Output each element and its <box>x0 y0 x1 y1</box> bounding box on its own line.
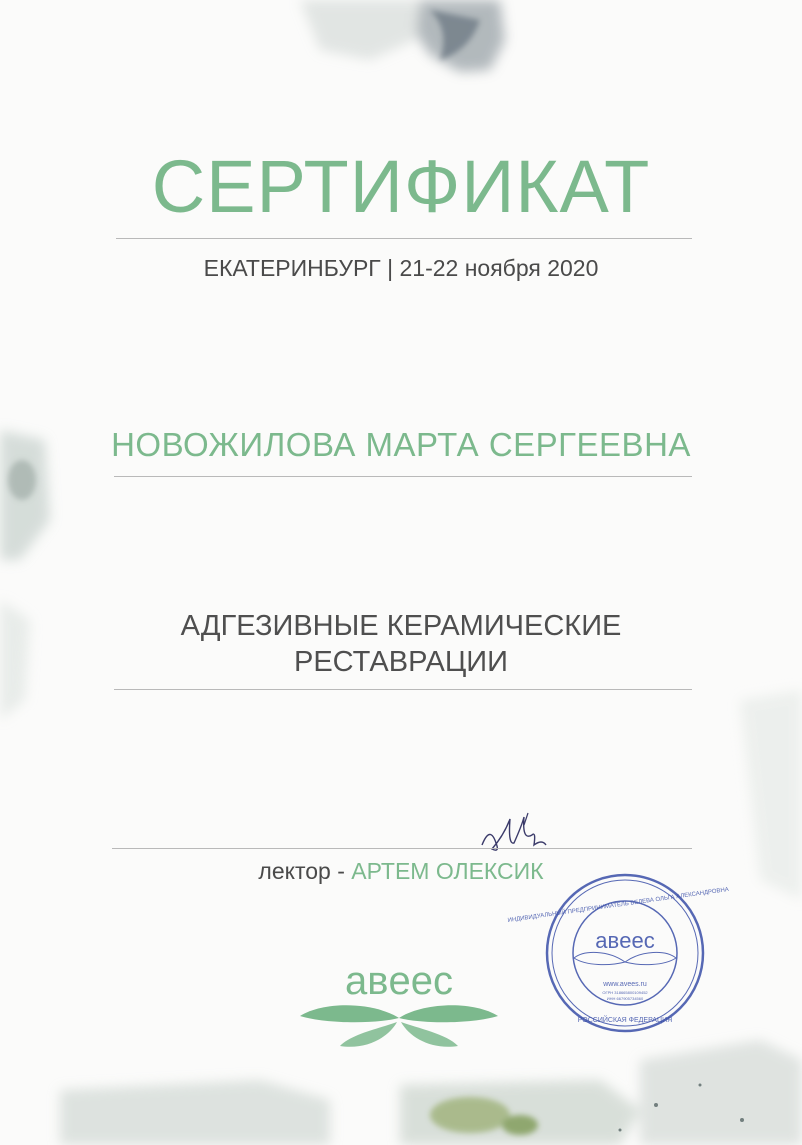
handwritten-signature-icon <box>462 805 572 865</box>
lecturer-name: АРТЕМ ОЛЕКСИК <box>351 858 544 884</box>
svg-text:ИНН 667905734560: ИНН 667905734560 <box>606 996 644 1001</box>
recipient-name: НОВОЖИЛОВА МАРТА СЕРГЕЕВНА <box>111 426 691 463</box>
lecturer-prefix: лектор - <box>258 858 352 884</box>
course-divider <box>114 689 692 690</box>
course-title <box>0 608 802 680</box>
city-date-line: ЕКАТЕРИНБУРГ | 21-22 ноября 2020 <box>203 255 599 281</box>
recipient-divider <box>114 476 692 477</box>
stamp-ring-bottom: РОССИЙСКАЯ ФЕДЕРАЦИЯ <box>577 1017 673 1024</box>
round-seal-icon <box>507 872 730 1034</box>
svg-text:ОГРН 318665800109452: ОГРН 318665800109452 <box>602 990 648 995</box>
certificate-title: СЕРТИФИКАТ <box>151 145 651 228</box>
title-divider <box>116 238 692 239</box>
stamp-ring-top: ИНДИВИДУАЛЬНЫЙ ПРЕДПРИНИМАТЕЛЬ БЕЛЕВА ОЛЬГА АЛЕКСАНДРОВНА <box>507 886 730 924</box>
stamp-center-text: aвeec <box>595 928 655 953</box>
brand-logo <box>296 958 502 1058</box>
stamp-url: www.avees.ru <box>603 981 647 988</box>
course-title-line-1: АДГЕЗИВНЫЕ КЕРАМИЧЕСКИЕ <box>180 610 622 642</box>
brand-logo-text: aвeec <box>345 959 453 1003</box>
dragonfly-wings-icon <box>300 1005 498 1046</box>
course-title-line-2: РЕСТАВРАЦИИ <box>294 646 508 678</box>
signature-line <box>112 848 692 849</box>
